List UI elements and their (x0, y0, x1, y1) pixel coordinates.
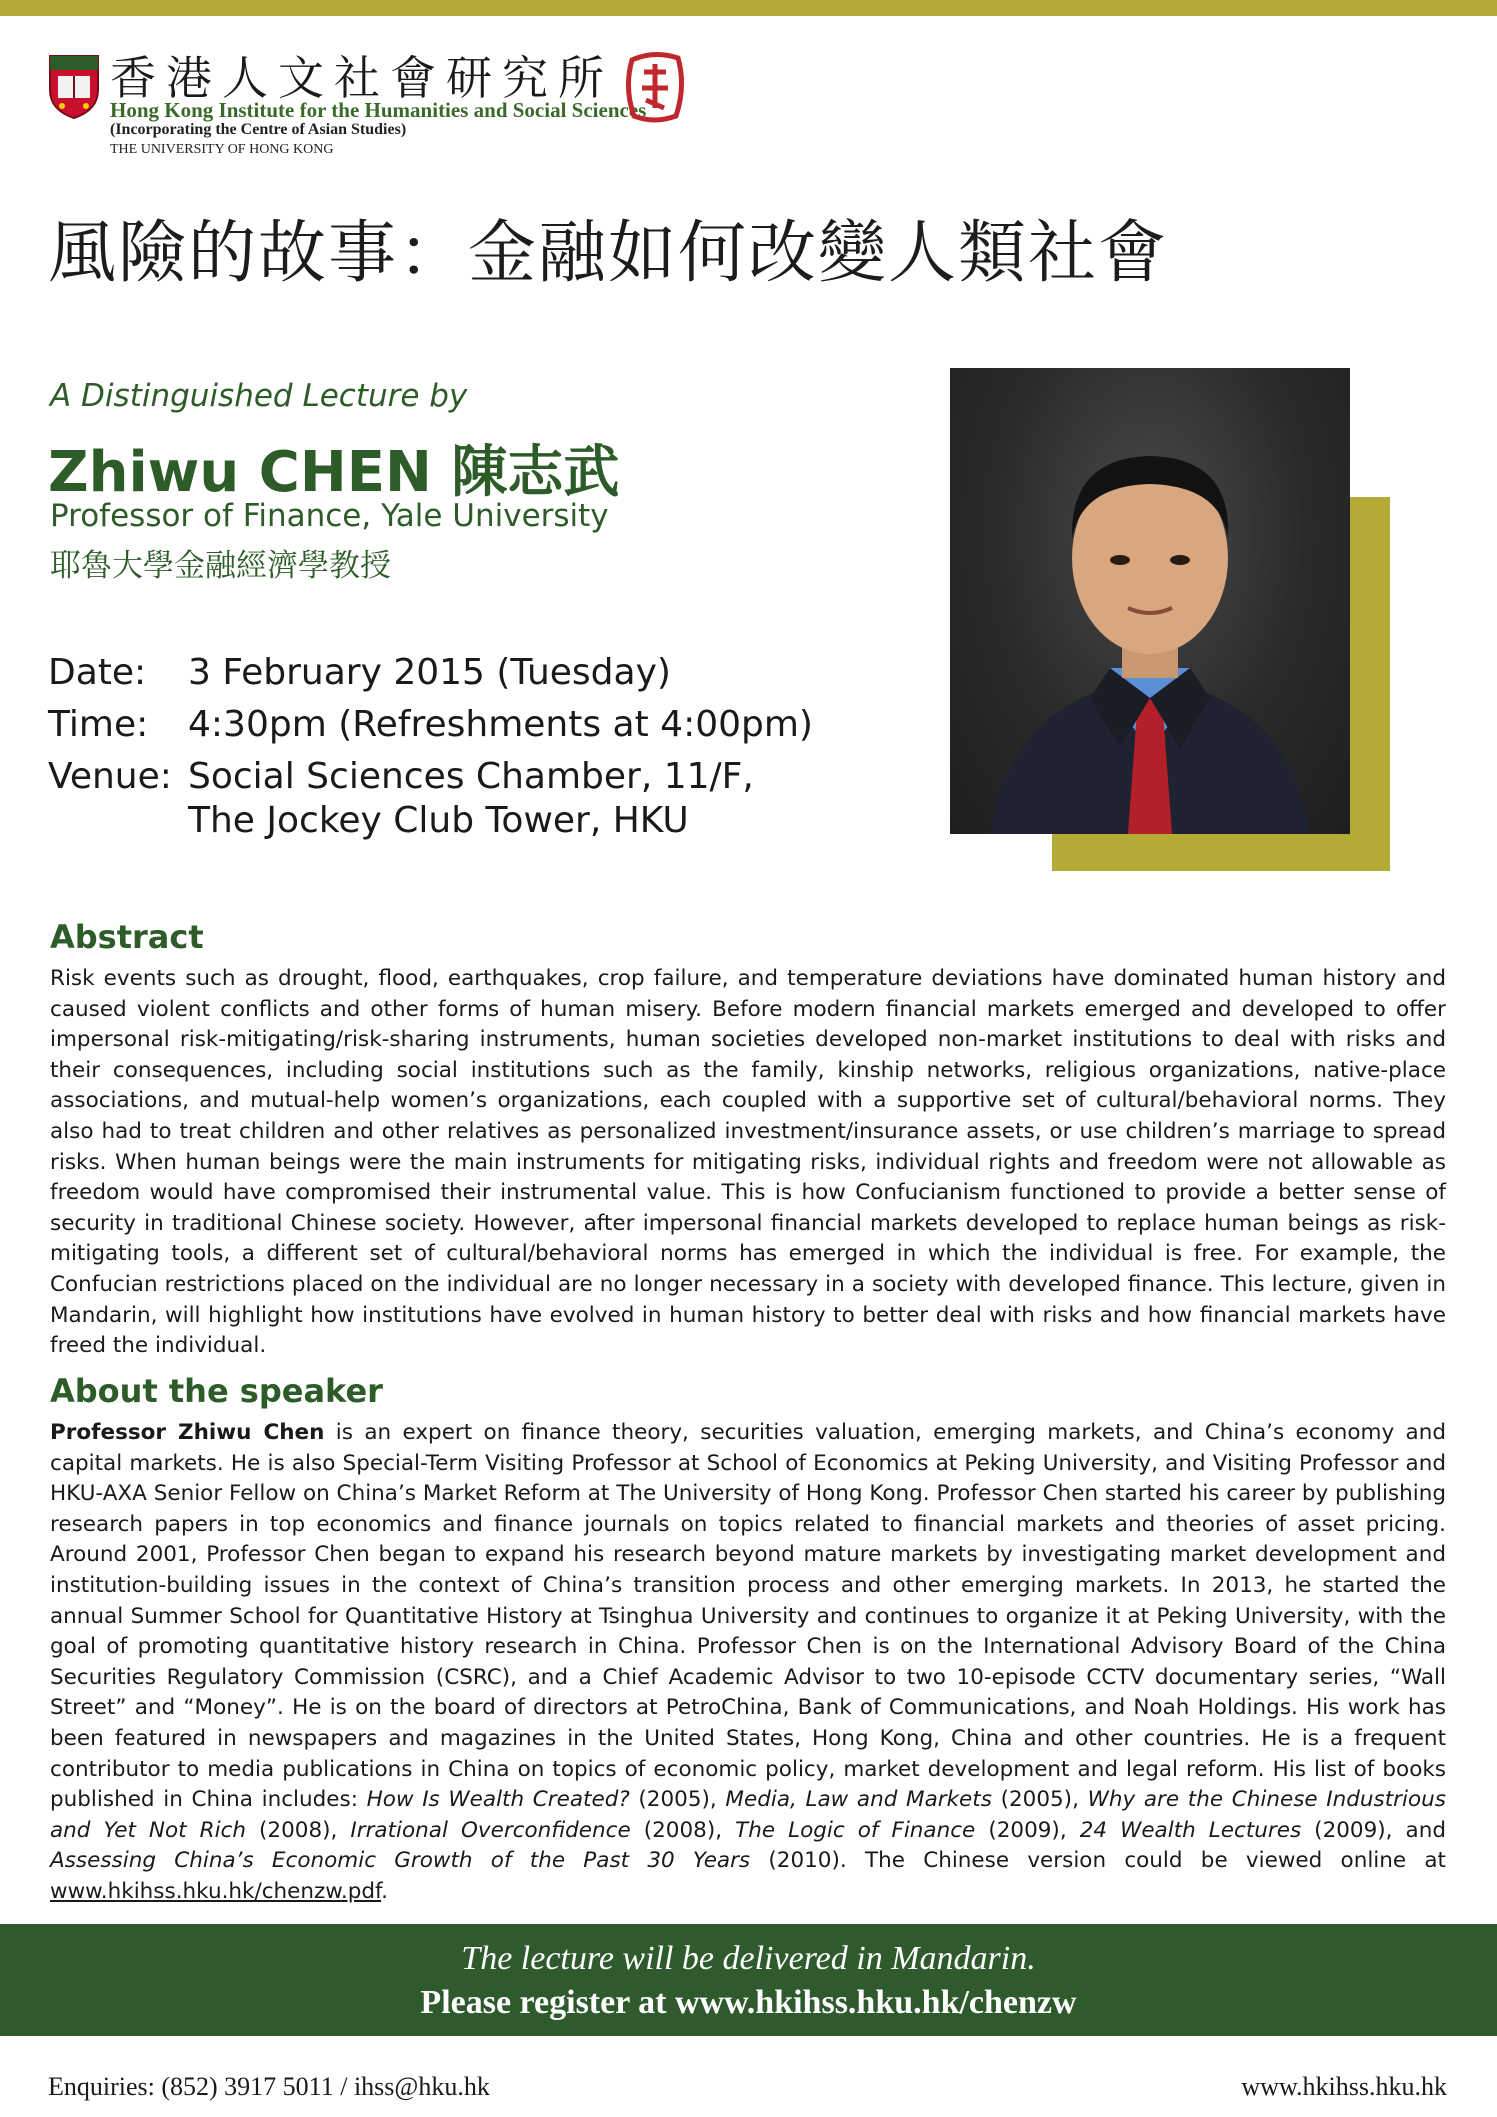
abstract-text: Risk events such as drought, flood, earthquakes, crop failure, and temperature deviations have dominated human history and caused violent conflicts and other forms of human misery. Before modern financial markets emerged and developed to offer impersonal risk-mitigating/risk-sharing instruments, human societies developed non-market institutions to deal with risks and their consequences, including social institutions such as the family, kinship networks, religious organizations, native-place associations, and mutual-help women’s organizations, each coupled with a supportive set of cultural/behavioral norms. They also had to treat children and other relatives as personalized investment/insurance assets, or use children’s marriage to spread risks. When human beings were the main instruments for mitigating risks, individual rights and freedom were not allowable as freedom would have compromised their instrumental value. This is how Confucianism functioned to provide a better sense of security in traditional Chinese society. However, after impersonal financial markets developed to replace human beings as risk-mitigating tools, a different set of cultural/behavioral norms has emerged in which the individual is free. For example, the Confucian restrictions placed on the individual are no longer necessary in a society with developed finance. This lecture, given in Mandarin, will highlight how institutions have evolved in human history to better deal with risks and how financial markets have freed the individual. (50, 966, 1446, 1359)
venue-row-2 (48, 800, 689, 841)
enquiries: Enquiries: (852) 3917 5011 / ihss@hku.hk (48, 2072, 490, 2101)
venue-label: Venue: (48, 756, 172, 797)
institute-name-cn: 香港人文社會研究所 (110, 51, 614, 105)
institute-name-en: Hong Kong Institute for the Humanities and Social Sciences (110, 98, 647, 122)
venue-line-2: The Jockey Club Tower, HKU (188, 800, 689, 841)
university-name: THE UNIVERSITY OF HONG KONG (110, 142, 334, 157)
book-title: 24 Wealth Lectures (1079, 1817, 1302, 1843)
book-title: The Logic of Finance (735, 1817, 976, 1843)
venue-line-1: Social Sciences Chamber, 11/F, (188, 756, 754, 797)
book-title: How Is Wealth Created? (366, 1787, 630, 1813)
time-value: 4:30pm (Refreshments at 4:00pm) (188, 704, 813, 745)
chinese-version-link[interactable]: www.hkihss.hku.hk/chenzw.pdf (50, 1878, 382, 1904)
institute-subtitle: (Incorporating the Centre of Asian Studies) (110, 121, 407, 138)
abstract-heading: Abstract (50, 918, 204, 956)
book-title: Why are the Chinese Industrious and Yet Not Rich (50, 1787, 1446, 1843)
date-label: Date: (48, 652, 147, 693)
about-heading: About the speaker (50, 1372, 383, 1410)
about-text: Professor Zhiwu Chen is an expert on finance theory, securities valuation, emerging markets, and China’s economy and capital markets. He is also Special-Term Visiting Professor at School of Economics at Peking University, and Visiting Professor and HKU-AXA Senior Fellow on China’s Market Reform at The University of Hong Kong. Professor Chen started his career by publishing research papers in top economics and finance journals on topics related to financial markets and theories of asset pricing. Around 2001, Professor Chen began to expand his research beyond mature markets by investigating market development and institution-building issues in the context of China’s transition process and other emerging markets. In 2013, he started the annual Summer School for Quantitative History at Tsinghua University and continues to organize it at Peking University, with the goal of promoting quantitative history research in China. Professor Chen is on the International Advisory Board of the China Securities Regulatory Commission (CSRC), and a Chief Academic Advisor to two 10-episode CCTV documentary series, “Wall Street” and “Money”. He is on the board of directors at PetroChina, Bank of Communications, and Noah Holdings. His work has been featured in newspapers and magazines in the United States, Hong Kong, China and other countries. He is a frequent contributor to media publications in China on topics of economic policy, market development and legal reform. His list of books published in China includes: How Is Wealth Created? (2005), Media, Law and Markets (2005), Why are the Chinese Industrious and Yet Not Rich (2008), Irrational Overconfidence (2008), The Logic of Finance (2009), 24 Wealth Lectures (2009), and Assessing China’s Economic Growth of the Past 30 Years (2010). The Chinese version could be viewed online at www.hkihss.hku.hk/chenzw.pdf. (50, 1420, 1446, 1904)
registration-notice[interactable]: Please register at www.hkihss.hku.hk/chenzw (420, 1984, 1077, 2021)
book-title: Media, Law and Markets (725, 1787, 992, 1813)
book-title: Assessing China’s Economic Growth of the Past 30 Years (50, 1848, 751, 1874)
hku-crest-icon (48, 54, 100, 120)
language-notice: The lecture will be delivered in Mandarin. (461, 1940, 1036, 1977)
lecture-label: A Distinguished Lecture by (50, 378, 468, 414)
book-title: Irrational Overconfidence (350, 1817, 631, 1843)
date-row (48, 652, 671, 693)
speaker-name: Zhiwu CHEN 陳志武 (48, 440, 620, 505)
website-link[interactable]: www.hkihss.hku.hk (1241, 2072, 1447, 2101)
speaker-lead-name: Professor Zhiwu Chen (50, 1420, 325, 1445)
institute-header (48, 50, 688, 162)
time-label: Time: (48, 704, 149, 745)
date-value: 3 February 2015 (Tuesday) (188, 652, 671, 693)
speaker-title: Professor of Finance, Yale University (50, 498, 609, 534)
speaker-portrait (950, 368, 1350, 834)
top-accent-bar (0, 0, 1497, 16)
speaker-portrait-drawing (950, 368, 1350, 834)
venue-row (48, 756, 754, 797)
time-row (48, 704, 813, 745)
lecture-title-cn: 風險的故事：金融如何改變人類社會 (48, 214, 1169, 293)
speaker-title-cn: 耶魯大學金融經濟學教授 (50, 548, 391, 584)
red-seal-icon (624, 50, 686, 124)
